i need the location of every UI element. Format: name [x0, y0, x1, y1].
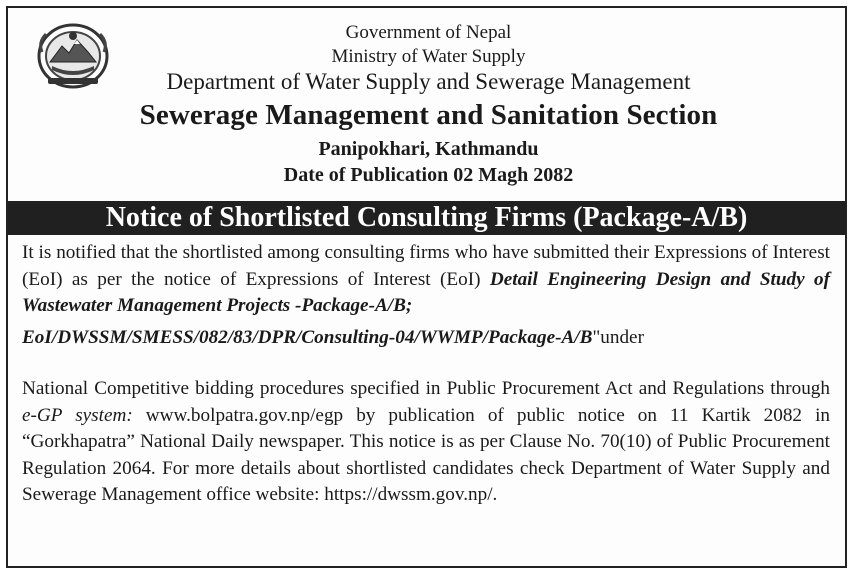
- notice-paragraph-2: [22, 376, 830, 509]
- department-line: Department of Water Supply and Sewerage Management: [166, 69, 691, 94]
- publication-date: Date of Publication 02 Magh 2082: [283, 164, 574, 186]
- office-address: Panipokhari, Kathmandu: [318, 138, 539, 160]
- reference-number: EoI/DWSSM/SMESS/082/83/DPR/Consulting-04/WWMP/Package-A/B: [22, 326, 593, 348]
- egp-system-label: e-GP system:: [22, 404, 133, 426]
- ministry-line: Ministry of Water Supply: [331, 46, 526, 67]
- reference-line: [22, 325, 830, 352]
- section-title: Sewerage Management and Sanitation Section: [139, 99, 718, 131]
- para2-start: National Competitive bidding procedures specified in Public Procurement Act and Regulations through: [22, 378, 830, 399]
- para2-rest: www.bolpatra.gov.np/egp by publication of public notice on 11 Kartik 2082 in “Gorkhapatra” National Daily newspaper. This notice is as per Clause No. 70(10) of Public Procurement Regulation 2064. For more details about shortlisted candidates check Department of Water Supply and Sewerage Management office website: https://dwssm.gov.np/.: [22, 404, 831, 505]
- title-separator: ;: [405, 295, 413, 316]
- notice-paragraph-1: [22, 240, 830, 351]
- project-title: Detail Engineering Design and Study of Wastewater Management Projects -Package-A/B: [22, 268, 830, 316]
- government-line: Government of Nepal: [345, 22, 512, 43]
- notice-frame: [6, 6, 847, 568]
- notice-title-banner: Notice of Shortlisted Consulting Firms (Package-A/B): [8, 201, 845, 235]
- para1-intro: It is notified that the shortlisted among consulting firms who have submitted their Expressions of Interest (EoI) as per the notice of Expressions of Interest (EoI): [22, 242, 830, 290]
- para1-tail: "under: [592, 326, 644, 348]
